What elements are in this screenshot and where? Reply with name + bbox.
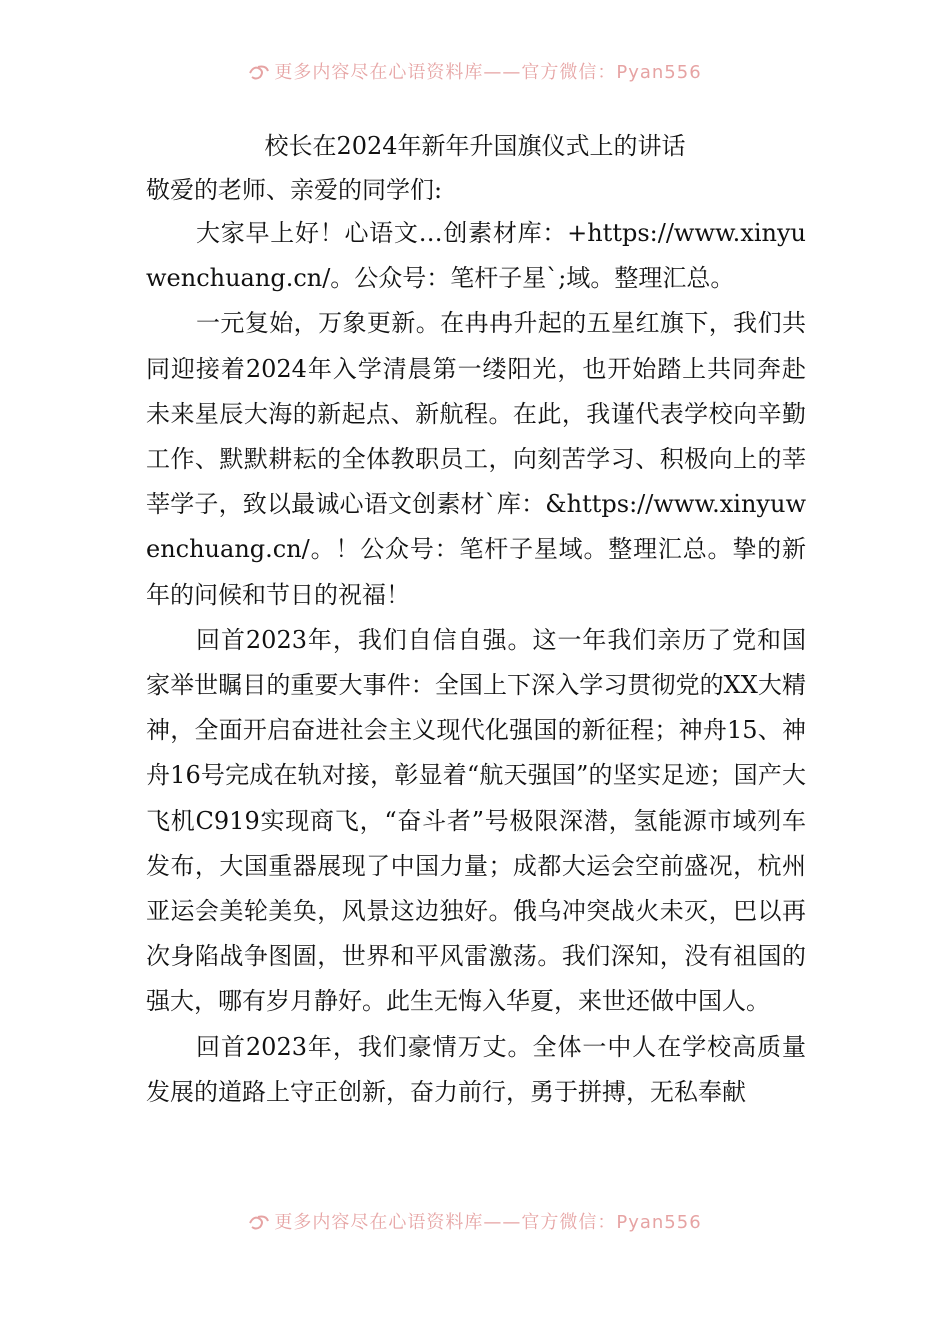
paragraph-review-confidence: 回首2023年，我们自信自强。这一年我们亲历了党和国家举世瞩目的重要大事件：全国上下深入学习贯彻党的XX大精神，全面开启奋进社会主义现代化强国的新征程；神舟15、神舟16号完成在轨对接，彰显着“航天强国”的坚实足迹；国产大飞机C919实现商飞，“奋斗者”号极限深潜，氢能源市域列车发布，大国重器展现了中国力量；成都大运会空前盛况，杭州亚运会美轮美奂，风景这边独好。俄乌冲突战火未灭，巴以再次身陷战争图圄，世界和平风雷激荡。我们深知，没有祖国的强大，哪有岁月静好。此生无悔入华夏，来世还做中国人。	[146, 625, 806, 1016]
brand-logo-icon	[248, 63, 270, 81]
paragraph-greeting: 大家早上好！心语文…创素材库：+https://www.xinyuwenchuang.cn/。公众号：笔杆子星`;域。整理汇总。	[146, 219, 806, 293]
salutation: 敬爱的老师、亲爱的同学们:	[146, 176, 443, 204]
paragraph-review-ambition: 回首2023年，我们豪情万丈。全体一中人在学校高质量发展的道路上守正创新，奋力前行，勇于拼搏，无私奉献	[146, 1032, 806, 1106]
paragraph-new-year: 一元复始，万象更新。在冉冉升起的五星红旗下，我们共同迎接着2024年入学清晨第一缕阳光，也开始踏上共同奔赴未来星辰大海的新起点、新航程。在此，我谨代表学校向辛勤工作、默默耕耘的全体教职员工，向刻苦学习、积极向上的莘莘学子，致以最诚心语文创素材`库：&https://www.xinyuwenchuang.cn/。！公众号：笔杆子星域。整理汇总。挚的新年的问候和节日的祝福！	[146, 309, 806, 609]
speech-body	[146, 211, 806, 1115]
page-title: 校长在2024年新年升国旗仪式上的讲话	[264, 132, 686, 160]
header-banner-text: 更多内容尽在心语资料库——官方微信：Pyan556	[274, 62, 702, 83]
brand-logo-icon	[248, 1213, 270, 1231]
footer-banner	[0, 1208, 950, 1234]
header-banner	[0, 58, 950, 84]
footer-banner-text: 更多内容尽在心语资料库——官方微信：Pyan556	[274, 1212, 702, 1233]
